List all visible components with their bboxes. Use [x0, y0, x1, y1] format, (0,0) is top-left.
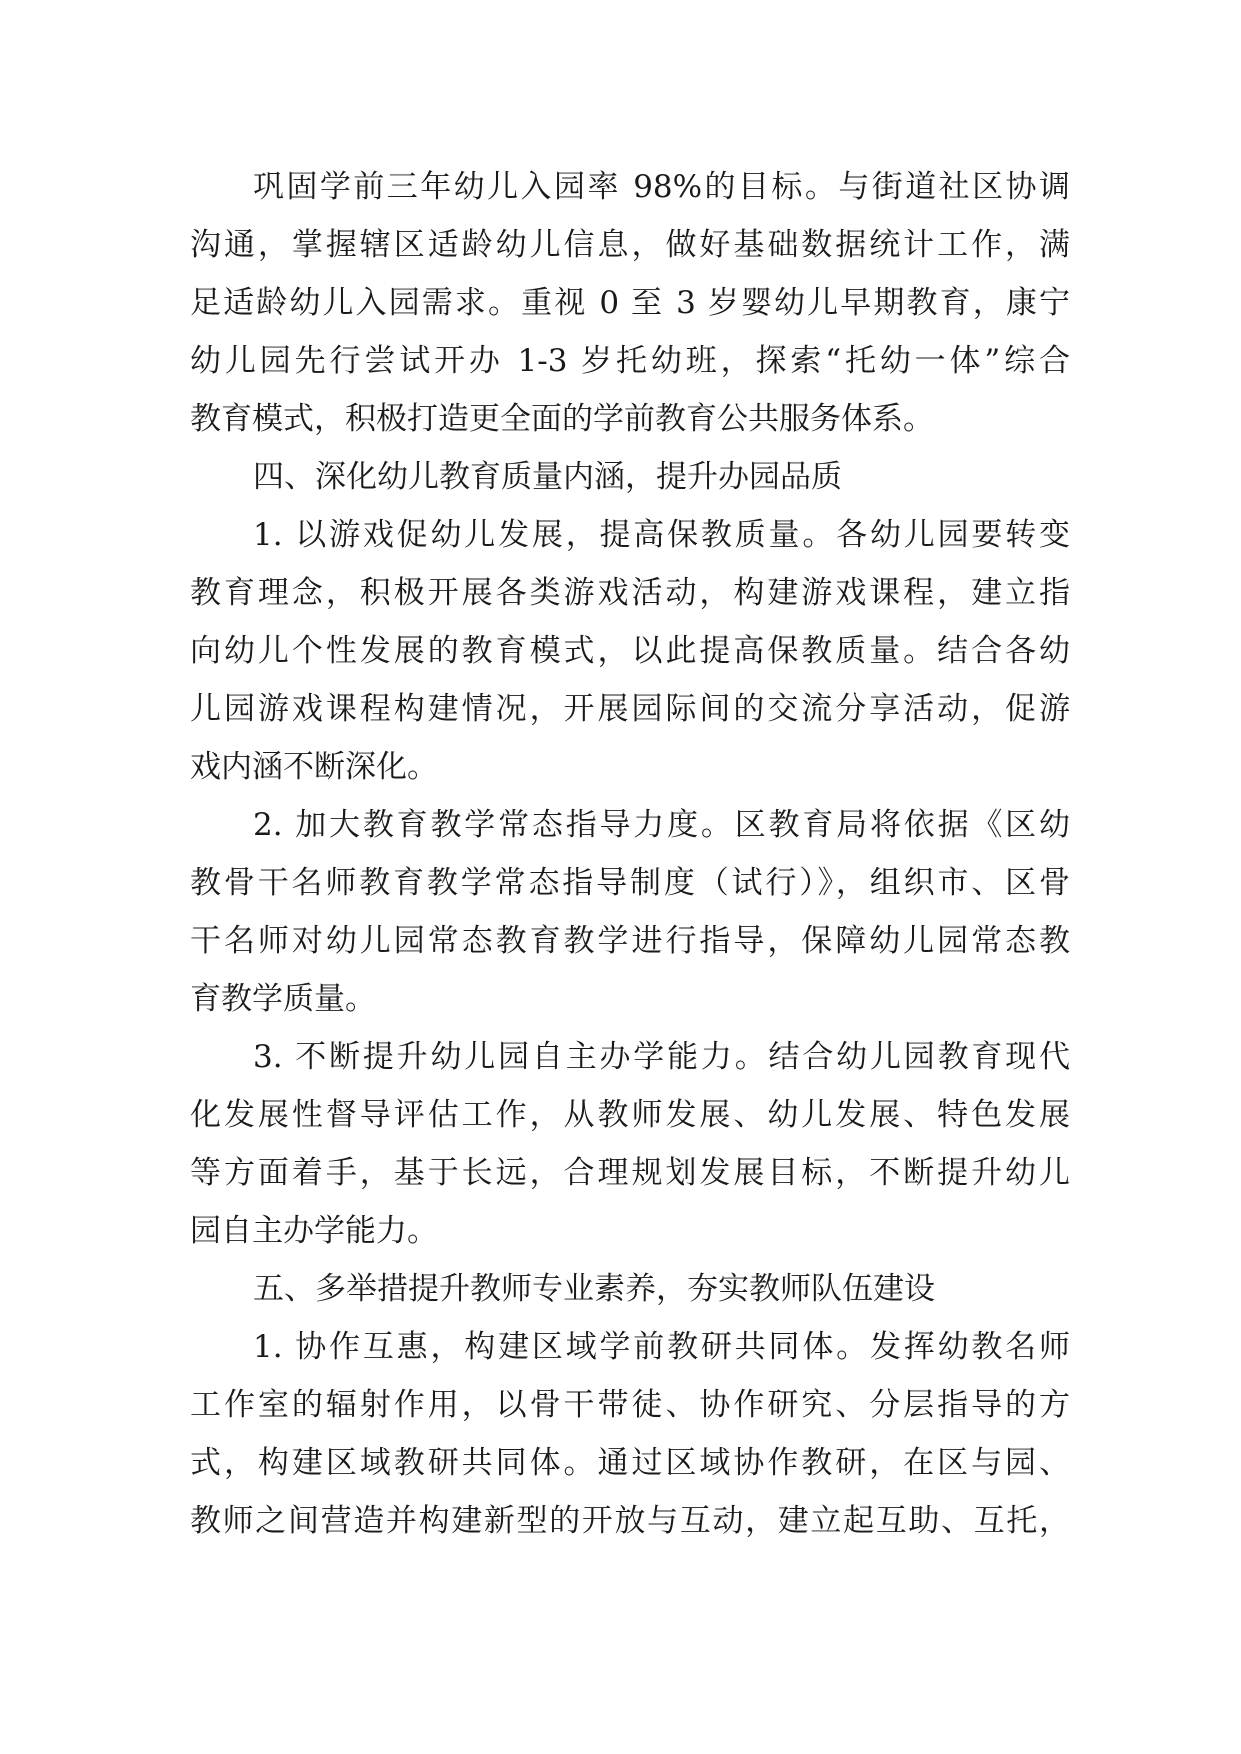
text-line: 教育理念，积极开展各类游戏活动，构建游戏课程，建立指 [190, 575, 1070, 611]
text-line: 幼儿园先行尝试开办 1-3 岁托幼班，探索“托幼一体”综合 [190, 343, 1070, 379]
text-line: 教师之间营造并构建新型的开放与互动，建立起互助、互托， [190, 1503, 1070, 1539]
text-line: 式，构建区域教研共同体。通过区域协作教研，在区与园、 [190, 1445, 1070, 1481]
section-heading: 五、多举措提升教师专业素养，夯实教师队伍建设 [253, 1271, 935, 1307]
text-line: 干名师对幼儿园常态教育教学进行指导，保障幼儿园常态教 [190, 923, 1070, 959]
text-line: 园自主办学能力。 [190, 1213, 438, 1249]
section-heading: 四、深化幼儿教育质量内涵，提升办园品质 [253, 459, 842, 495]
text-line: 儿园游戏课程构建情况，开展园际间的交流分享活动，促游 [190, 691, 1070, 727]
text-line: 足适龄幼儿入园需求。重视 0 至 3 岁婴幼儿早期教育，康宁 [190, 285, 1070, 321]
text-line: 3. 不断提升幼儿园自主办学能力。结合幼儿园教育现代 [253, 1039, 1070, 1075]
text-line: 育教学质量。 [190, 981, 376, 1017]
text-line: 向幼儿个性发展的教育模式，以此提高保教质量。结合各幼 [190, 633, 1070, 669]
text-line: 戏内涵不断深化。 [190, 749, 438, 785]
text-line: 工作室的辐射作用，以骨干带徒、协作研究、分层指导的方 [190, 1387, 1070, 1423]
text-line: 教育模式，积极打造更全面的学前教育公共服务体系。 [190, 401, 934, 437]
text-line: 等方面着手，基于长远，合理规划发展目标，不断提升幼儿 [190, 1155, 1070, 1191]
text-line: 沟通，掌握辖区适龄幼儿信息，做好基础数据统计工作，满 [190, 227, 1070, 263]
text-line: 化发展性督导评估工作，从教师发展、幼儿发展、特色发展 [190, 1097, 1070, 1133]
text-line: 教骨干名师教育教学常态指导制度（试行）》，组织市、区骨 [190, 865, 1070, 901]
text-line: 1. 以游戏促幼儿发展，提高保教质量。各幼儿园要转变 [253, 517, 1070, 553]
text-line: 巩固学前三年幼儿入园率 98%的目标。与街道社区协调 [253, 169, 1070, 205]
text-line: 1. 协作互惠，构建区域学前教研共同体。发挥幼教名师 [253, 1329, 1070, 1365]
text-line: 2. 加大教育教学常态指导力度。区教育局将依据《区幼 [253, 807, 1070, 843]
